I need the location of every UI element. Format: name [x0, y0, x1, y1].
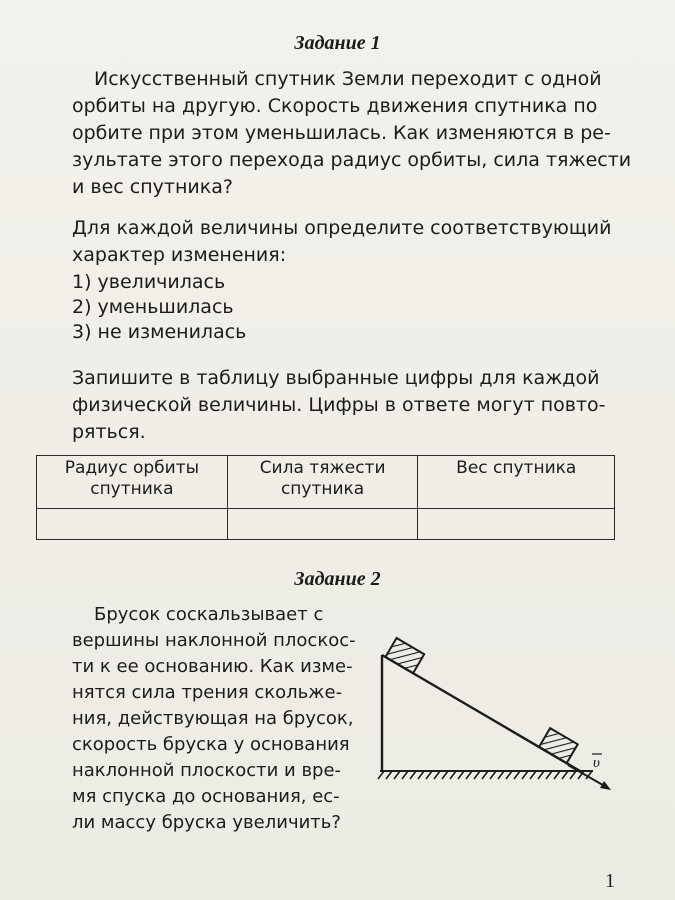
- task2-question-line: нятся сила трения скольже-: [72, 682, 343, 703]
- header-cell-satellite-weight: [418, 456, 615, 509]
- option-item: 1) увеличилась: [72, 271, 226, 293]
- header-cell-line: спутника: [90, 479, 174, 499]
- task2-question-line: ли массу бруска увеличить?: [72, 812, 341, 833]
- task1-question-line: орбите при этом уменьшилась. Как изменяются в ре-: [72, 122, 611, 144]
- task1-question-line: Искусственный спутник Земли переходит с одной: [94, 68, 602, 90]
- task1-instruction-line: характер изменения:: [72, 244, 287, 266]
- ground-hatching: [378, 771, 593, 779]
- block-top: [385, 638, 424, 673]
- header-cell-line: спутника: [280, 479, 365, 499]
- answer-cell[interactable]: [37, 509, 228, 540]
- task1-instruction-line: Для каждой величины определите соответствующий: [72, 217, 612, 239]
- block-bottom: [539, 728, 578, 763]
- task2-question-line: Брусок соскальзывает с: [94, 604, 324, 625]
- task1-table-instruction-line: Запишите в таблицу выбранные цифры для каждой: [72, 367, 600, 389]
- header-cell-line: Радиус орбиты: [64, 458, 200, 478]
- task1-question: [72, 66, 632, 201]
- task1-table-instruction-line: ряться.: [72, 421, 146, 443]
- option-item: 3) не изменилась: [72, 321, 247, 343]
- task1-table-instruction: [72, 365, 612, 446]
- inclined-plane-figure: [368, 625, 618, 800]
- option-item: 2) уменьшилась: [72, 296, 234, 318]
- task2-question-line: скорость бруска у основания: [72, 734, 350, 755]
- task2-question-line: мя спуска до основания, ес-: [72, 786, 340, 807]
- task2-question-line: наклонной плоскости и вре-: [72, 760, 342, 781]
- header-cell-gravity-force: [227, 456, 418, 509]
- answer-table-answer-row: [37, 509, 615, 540]
- answer-cell[interactable]: [418, 509, 615, 540]
- task1-title: Задание 1: [294, 32, 381, 54]
- task2-question-line: вершины наклонной плоскос-: [72, 630, 356, 651]
- velocity-label: υ: [593, 755, 600, 771]
- task1-question-line: и вес спутника?: [72, 176, 233, 198]
- answer-cell[interactable]: [227, 509, 418, 540]
- header-cell-orbit-radius: [37, 456, 228, 509]
- task2-question-line: ти к ее основанию. Как изме-: [72, 656, 353, 677]
- task1-options: [72, 270, 246, 345]
- task2-question: [72, 602, 362, 836]
- task1-table-instruction-line: физической величины. Цифры в ответе могут повто-: [72, 394, 606, 416]
- task2-question-line: ния, действующая на брусок,: [72, 708, 354, 729]
- task1-question-line: зультате этого перехода радиус орбиты, сила тяжести: [72, 149, 632, 171]
- task1-instruction: [72, 215, 612, 269]
- answer-table-header-row: [37, 456, 615, 509]
- velocity-arrow: [568, 765, 611, 790]
- header-cell-line: Сила тяжести: [259, 458, 386, 478]
- task2-title: Задание 2: [294, 568, 381, 590]
- page-number: 1: [605, 870, 615, 892]
- answer-table: [36, 455, 615, 540]
- header-cell-line: Вес спутника: [456, 458, 577, 478]
- task1-question-line: орбиты на другую. Скорость движения спутника по: [72, 95, 598, 117]
